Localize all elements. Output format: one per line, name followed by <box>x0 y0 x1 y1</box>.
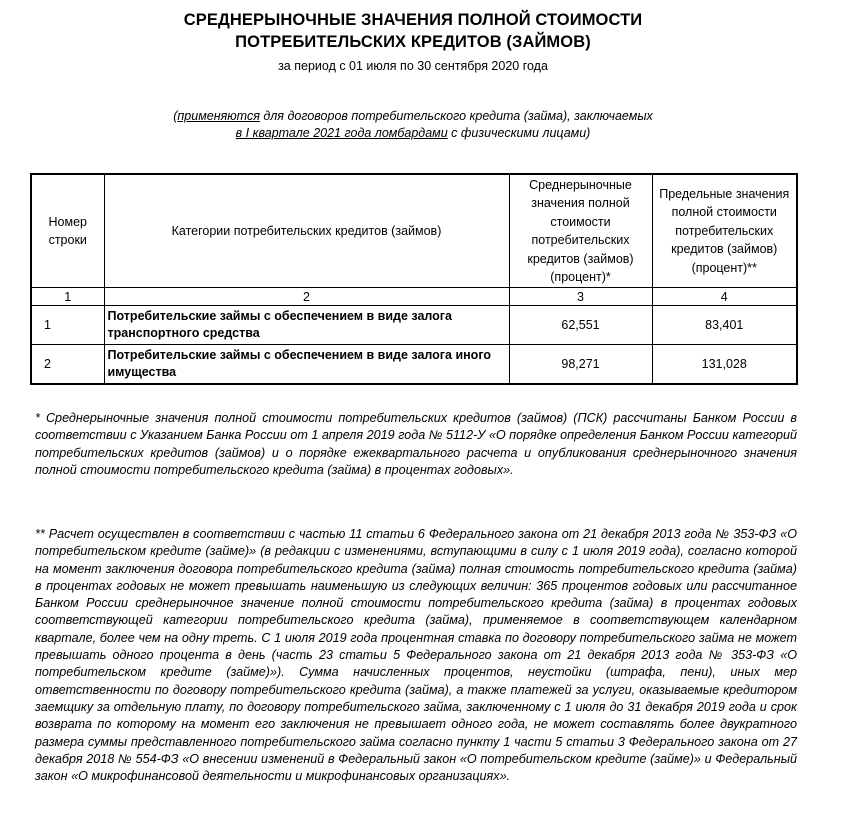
row-limit-value: 83,401 <box>652 306 797 345</box>
note-quarter-text: в I квартале 2021 года ломбардами <box>235 126 448 140</box>
document-title-line-1: СРЕДНЕРЫНОЧНЫЕ ЗНАЧЕНИЯ ПОЛНОЙ СТОИМОСТИ <box>183 11 643 29</box>
row-average-value: 98,271 <box>509 345 652 385</box>
footnote-average-values: * Среднерыночные значения полной стоимости потребительских кредитов (займов) (ПСК) рассчитаны Банком России в соответствии с Указанием Банка России от 1 апреля 2019 года № 5112-У «О порядке определения Банком России категорий потребительских кредитов (займов) и о порядке ежеквартального расчета и опубликования среднерыночного значения полной стоимости потребительского кредита (займа) в процентах годовых». <box>35 411 797 477</box>
applicability-note-line-2 <box>0 125 826 142</box>
footnote-limit-values: ** Расчет осуществлен в соответствии с частью 11 статьи 6 Федерального закона от 21 декабря 2013 года № 353-ФЗ «О потребительском кредите (займе)» (в редакции с изменениями, вступающими в силу с 1 июля 2019 года), согласно которой на момент заключения договора потребительского кредита (займа) полная стоимость потребительского кредита (займа) в процентах годовых не может превышать наименьшую из следующих величин: 365 процентов годовых или рассчитанное Банком России среднерыночное значение полной стоимости потребительского кредита (займа) в процентах годовых соответствующей категории потребительского кредита (займа), применяемое в соответствующем календарном квартале, более чем на одну треть. С 1 июля 2019 года процентная ставка по договору потребительского займа не может превышать одного процента в день (часть 23 статьи 5 Федерального закона от 21 декабря 2013 года № 353-ФЗ «О потребительском кредите (займе)»). Сумма начисленных процентов, неустойки (штрафа, пени), иных мер ответственности по договору потребительского кредита (займа), а также платежей за услуги, оказываемые кредитором заемщику за отдельную плату, по договору потребительского займа, заключенному с 1 июля до 31 декабря 2019 года и срок возврата по которому на момент его заключения не превышает одного года, не может составлять более двукратного размера суммы представленного потребительского займа согласно пункту 1 части 5 статьи 3 Федерального закона от 27 декабря 2018 № 554-ФЗ «О внесении изменений в Федеральный закон «О потребительском кредите (займе)» и Федеральный закон «О микрофинансовой деятельности и микрофинансовых организациях». <box>35 527 797 784</box>
row-average-value: 62,551 <box>509 306 652 345</box>
row-number: 2 <box>31 345 104 385</box>
header-row-number: Номер строки <box>31 174 104 288</box>
row-category: Потребительские займы с обеспечением в виде залога иного имущества <box>104 345 509 385</box>
column-number: 3 <box>509 288 652 306</box>
header-limit-value: Предельные значения полной стоимости потребительских кредитов (займов) (процент)** <box>652 174 797 288</box>
applicability-note-line-1 <box>0 108 826 125</box>
table-row <box>31 306 797 345</box>
column-number: 4 <box>652 288 797 306</box>
column-number: 1 <box>31 288 104 306</box>
note-open-paren: ( <box>173 109 178 123</box>
row-category: Потребительские займы с обеспечением в виде залога транспортного средства <box>104 306 509 345</box>
psk-values-table <box>30 173 798 385</box>
header-average-value: Среднерыночные значения полной стоимости потребительских кредитов (займов) (процент)* <box>509 174 652 288</box>
row-limit-value: 131,028 <box>652 345 797 385</box>
column-number: 2 <box>104 288 509 306</box>
note-line2-text: с физическими лицами) <box>447 126 591 140</box>
note-applies-word: применяются <box>177 109 260 123</box>
row-number: 1 <box>31 306 104 345</box>
document-title-line-2: ПОТРЕБИТЕЛЬСКИХ КРЕДИТОВ (ЗАЙМОВ) <box>235 33 591 51</box>
table-header-row <box>31 174 797 288</box>
table-row <box>31 345 797 385</box>
note-line1-text: для договоров потребительского кредита (займа), заключаемых <box>259 109 653 123</box>
header-category: Категории потребительских кредитов (займов) <box>104 174 509 288</box>
period-subtitle: за период с 01 июля по 30 сентября 2020 года <box>278 59 548 73</box>
column-numbers-row <box>31 288 797 306</box>
